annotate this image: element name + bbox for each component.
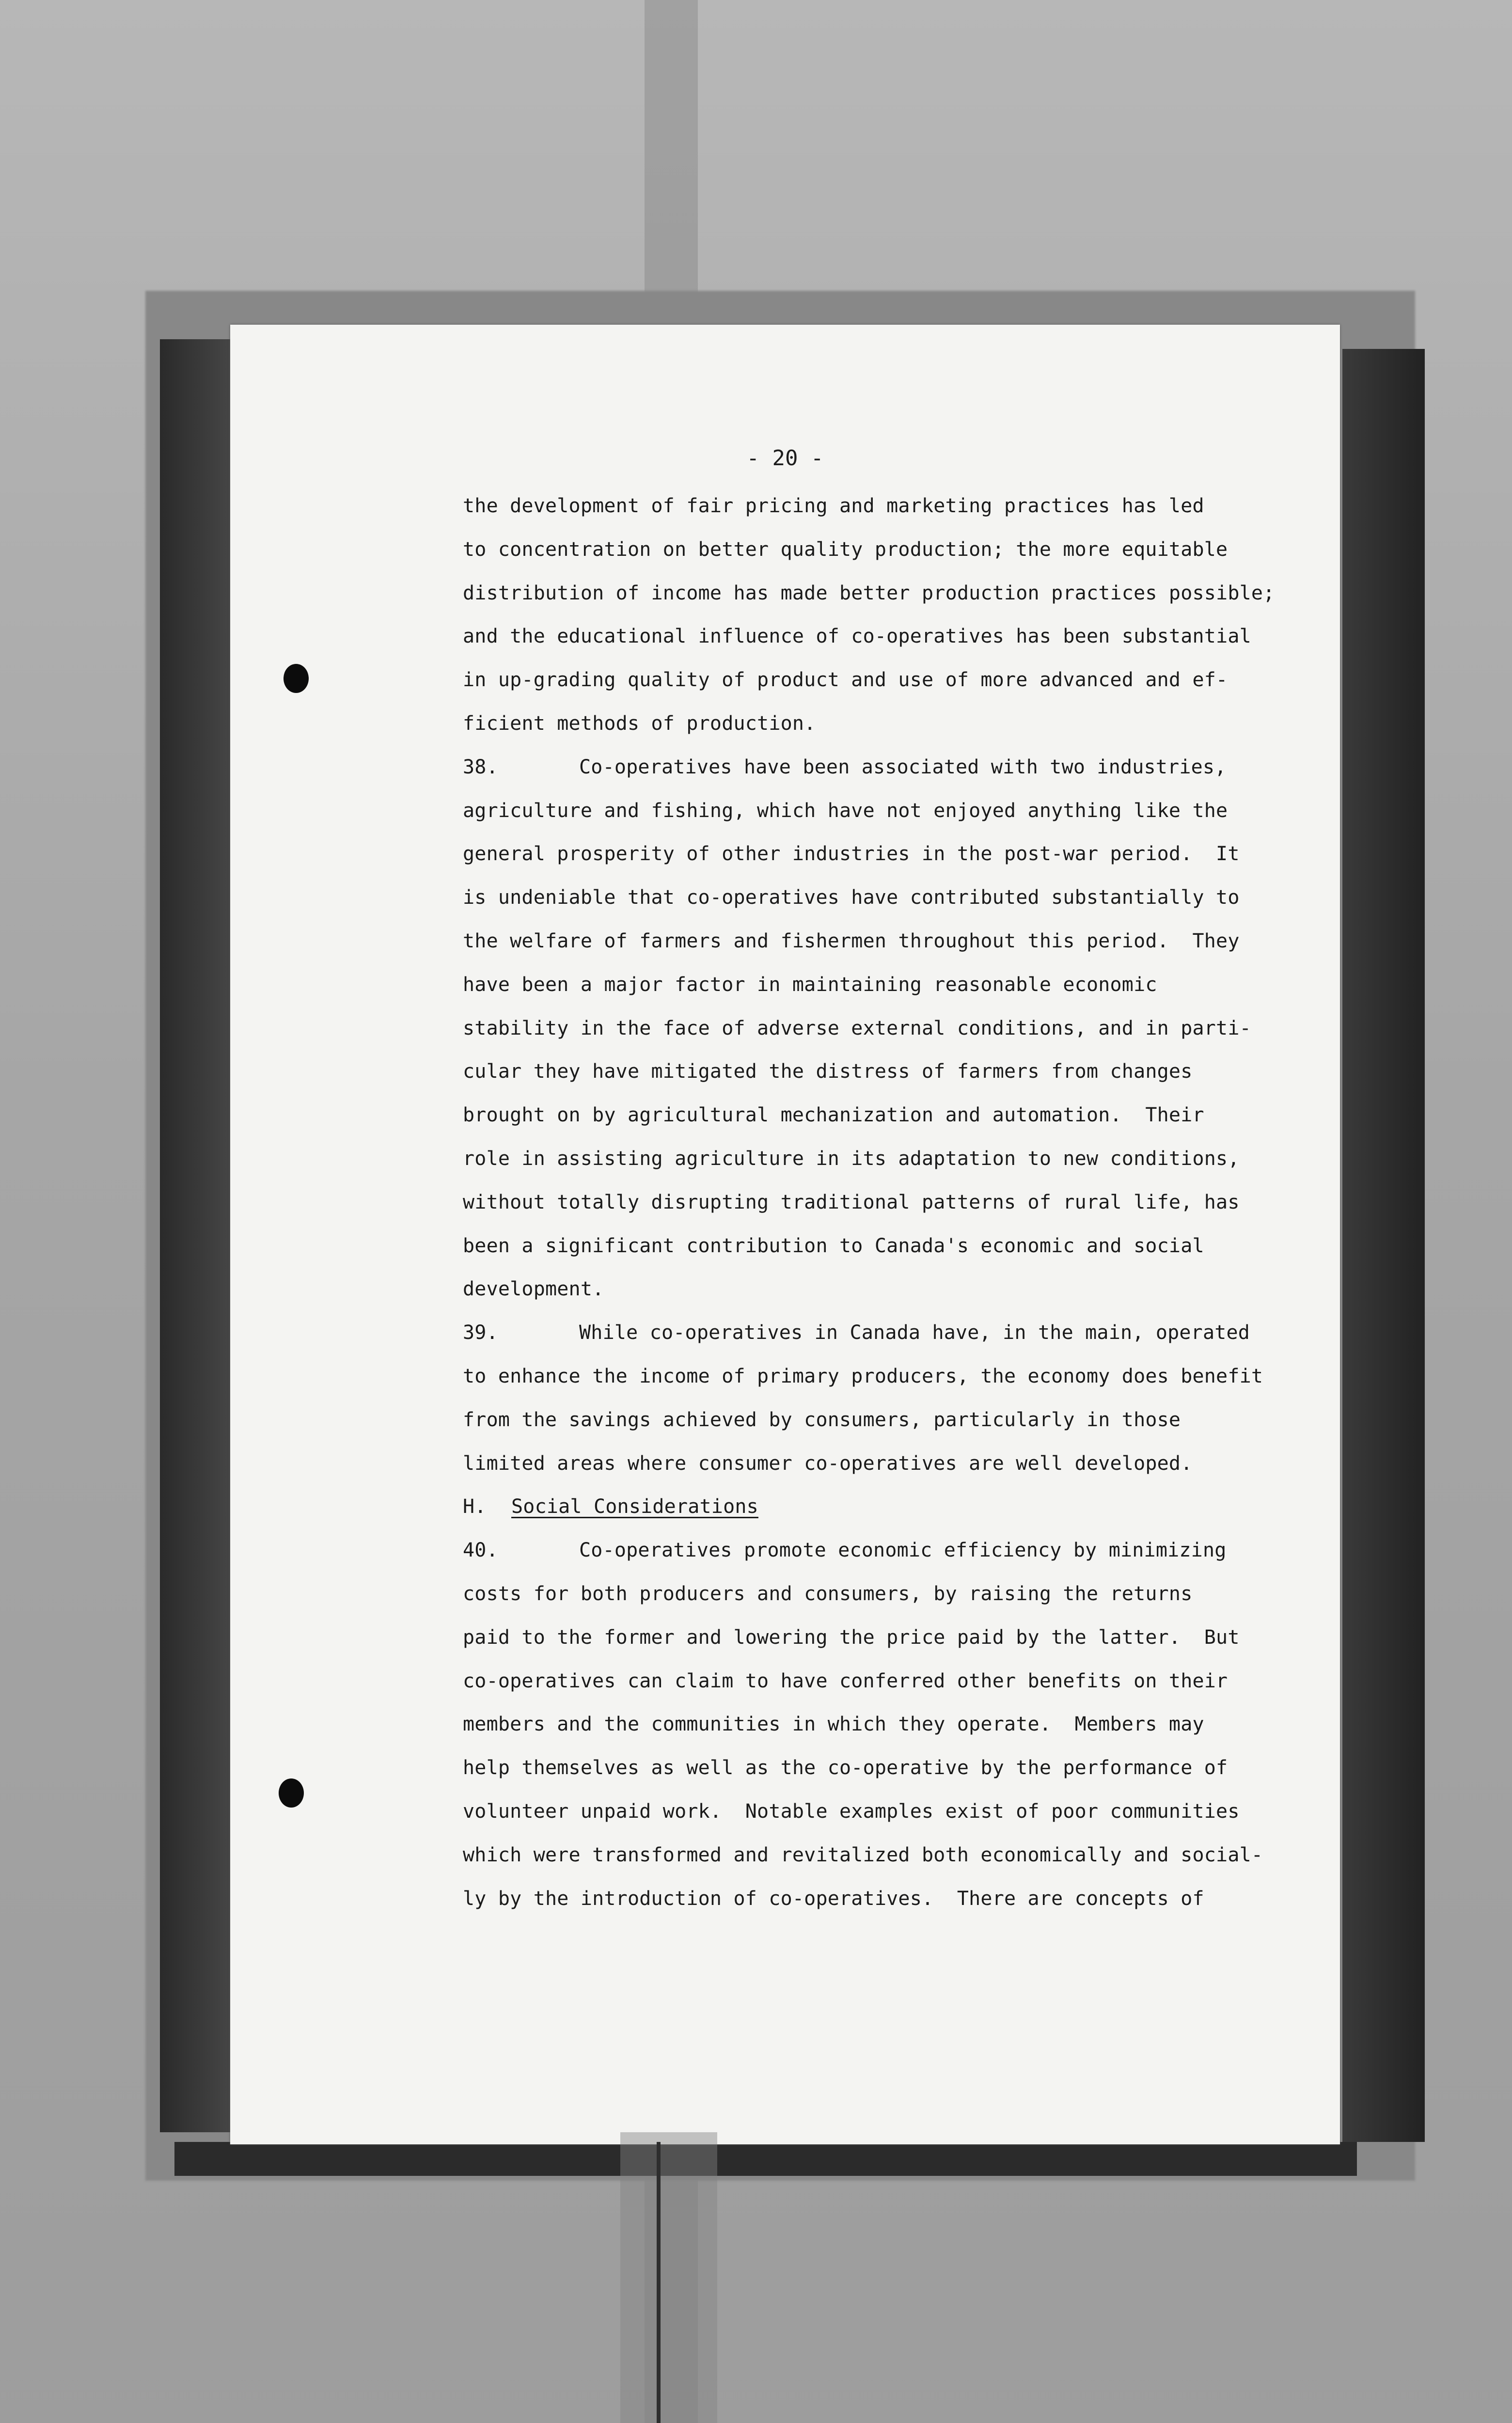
text-line: paid to the former and lowering the price paid by the latter. But: [463, 1626, 1240, 1649]
tape-strip-lower: [620, 2132, 717, 2423]
page-number: - 20 -: [746, 446, 824, 471]
text-line: the welfare of farmers and fishermen throughout this period. They: [463, 929, 1240, 952]
text-line: to concentration on better quality production; the more equitable: [463, 538, 1228, 561]
text-line: from the savings achieved by consumers, particularly in those: [463, 1408, 1181, 1431]
text-line: role in assisting agriculture in its adaptation to new conditions,: [463, 1147, 1240, 1170]
text-line: development.: [463, 1278, 604, 1301]
paragraph-number: 38.: [463, 755, 498, 778]
text-line: [463, 746, 1277, 789]
text-line: which were transformed and revitalized both economically and social-: [463, 1843, 1263, 1866]
text-line: limited areas where consumer co-operatives are well developed.: [463, 1452, 1193, 1475]
paragraph-number: 39.: [463, 1322, 498, 1344]
text-line: co-operatives can claim to have conferred other benefits on their: [463, 1669, 1228, 1692]
text-line: help themselves as well as the co-operative by the performance of: [463, 1757, 1228, 1779]
text-line: general prosperity of other industries in the post-war period. It: [463, 843, 1240, 865]
punch-hole-icon: [284, 664, 309, 693]
text-line: been a significant contribution to Canada's economic and social: [463, 1234, 1204, 1257]
text-line: [463, 1311, 1277, 1355]
text-line: is undeniable that co-operatives have contributed substantially to: [463, 886, 1240, 909]
text-line: [463, 1529, 1277, 1573]
text-line: in up-grading quality of product and use of more advanced and ef-: [463, 669, 1228, 692]
text-line: costs for both producers and consumers, by raising the returns: [463, 1582, 1193, 1605]
text-line: ficient methods of production.: [463, 712, 816, 735]
document-page: [230, 325, 1340, 2144]
text-line: agriculture and fishing, which have not enjoyed anything like the: [463, 799, 1228, 822]
text-line: ly by the introduction of co-operatives. There are concepts of: [463, 1887, 1204, 1910]
paragraph-number: 40.: [463, 1539, 498, 1562]
punch-hole-icon: [279, 1778, 304, 1808]
vertical-rule: [657, 2142, 661, 2423]
text-line: brought on by agricultural mechanization and automation. Their: [463, 1104, 1204, 1127]
text-line: to enhance the income of primary producers, the economy does benefit: [463, 1365, 1263, 1387]
text-line: cular they have mitigated the distress of farmers from changes: [463, 1060, 1193, 1083]
section-heading: [463, 1485, 1277, 1529]
section-title: Social Considerations: [511, 1495, 758, 1518]
text-line: the development of fair pricing and marketing practices has led: [463, 495, 1204, 517]
paragraph-text: While co-operatives in Canada have, in the main, operated: [579, 1322, 1250, 1344]
text-line: volunteer unpaid work. Notable examples exist of poor communities: [463, 1800, 1240, 1823]
body-text: [463, 485, 1277, 1920]
page-shadow-bottom: [174, 2142, 1357, 2176]
text-line: have been a major factor in maintaining reasonable economic: [463, 973, 1157, 996]
text-line: distribution of income has made better production practices possible;: [463, 582, 1275, 604]
paragraph-text: Co-operatives have been associated with two industries,: [579, 755, 1227, 778]
paragraph-text: Co-operatives promote economic efficiency by minimizing: [579, 1539, 1227, 1562]
page-shadow-right: [1342, 349, 1425, 2142]
section-letter: H.: [463, 1495, 487, 1518]
text-line: stability in the face of adverse external conditions, and in parti-: [463, 1017, 1251, 1039]
text-line: members and the communities in which they operate. Members may: [463, 1713, 1204, 1736]
text-line: and the educational influence of co-operatives has been substantial: [463, 625, 1251, 648]
text-line: without totally disrupting traditional patterns of rural life, has: [463, 1191, 1240, 1213]
